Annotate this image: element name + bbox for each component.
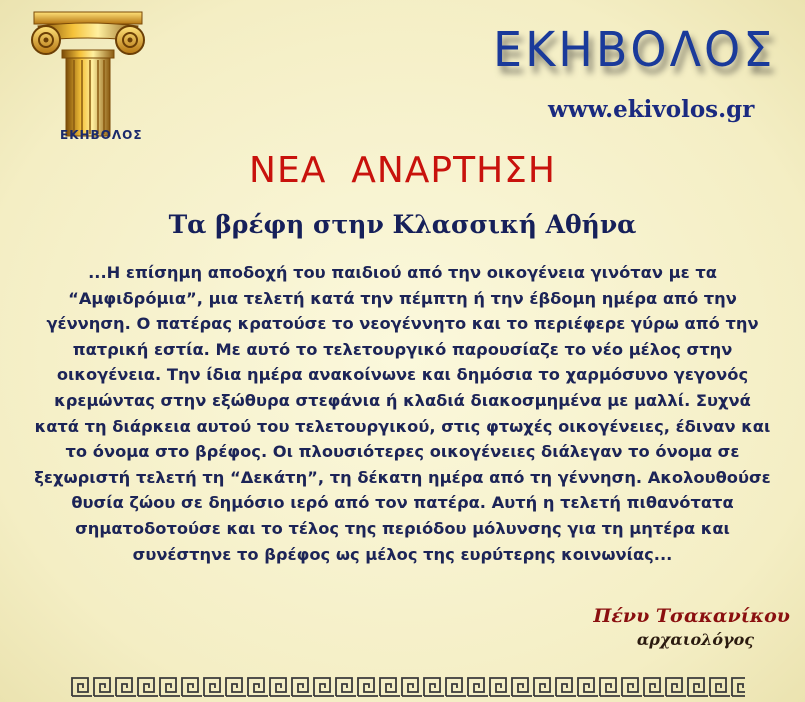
author-name: Πένυ Τσακανίκου (593, 605, 790, 627)
brand-logo: ΕΚΗΒΟΛΟΣ (493, 20, 776, 78)
website-link[interactable]: www.ekivolos.gr (548, 96, 755, 123)
post-line: σηματοδοτούσε και το τέλος της περιόδου μόλυνσης για τη μητέρα και (75, 518, 730, 538)
ionic-column-icon (28, 6, 148, 146)
greek-meander-border (70, 676, 745, 698)
post-line: οικογένεια. Την ίδια ημέρα ανακοίνωνε και δημόσια το χαρμόσυνο γεγονός (56, 365, 749, 385)
post-line: κατά τη διάρκεια αυτού του τελετουργικού, στις φτωχές οικογένειες, έδιναν και (34, 416, 771, 436)
page-title: ΝΕΑ ΑΝΑΡΤΗΣΗ (249, 150, 556, 191)
post-line: γέννηση. Ο πατέρας κρατούσε το νεογέννητο και το περιέφερε γύρω από την (46, 314, 759, 334)
post-line: κρεμώντας στην εξώθυρα στεφάνια ή κλαδιά διακοσμημένα με μαλλί. Συχνά (54, 390, 751, 410)
post-body (30, 260, 775, 567)
post-line: ...Η επίσημη αποδοχή του παιδιού από την οικογένεια γινόταν με τα (88, 263, 717, 282)
post-line: το όνομα στο βρέφος. Οι πλουσιότερες οικογένειες διάλεγαν το όνομα σε (65, 442, 740, 462)
author-title: αρχαιολόγος (636, 630, 754, 649)
post-line: πατρική εστία. Με αυτό το τελετουργικό παρουσίαζε το νέο μέλος στην (72, 339, 733, 359)
post-line: “Αμφιδρόμια”, μια τελετή κατά την πέμπτη ή την έβδομη ημέρα από την (68, 288, 737, 308)
column-logo-label: ΕΚΗΒΟΛΟΣ (60, 128, 143, 142)
post-title: Τα βρέφη στην Κλασσική Αθήνα (168, 210, 637, 239)
post-line: θυσία ζώου σε δημόσιο ιερό από τον πατέρα. Αυτή η τελετή πιθανότατα (71, 493, 734, 513)
post-line: συνέστηνε το βρέφος ως μέλος της ευρύτερης κοινωνίας... (132, 544, 673, 564)
post-line: ξεχωριστή τελετή τη “Δεκάτη”, τη δέκατη ημέρα από τη γέννηση. Ακολουθούσε (34, 467, 771, 487)
